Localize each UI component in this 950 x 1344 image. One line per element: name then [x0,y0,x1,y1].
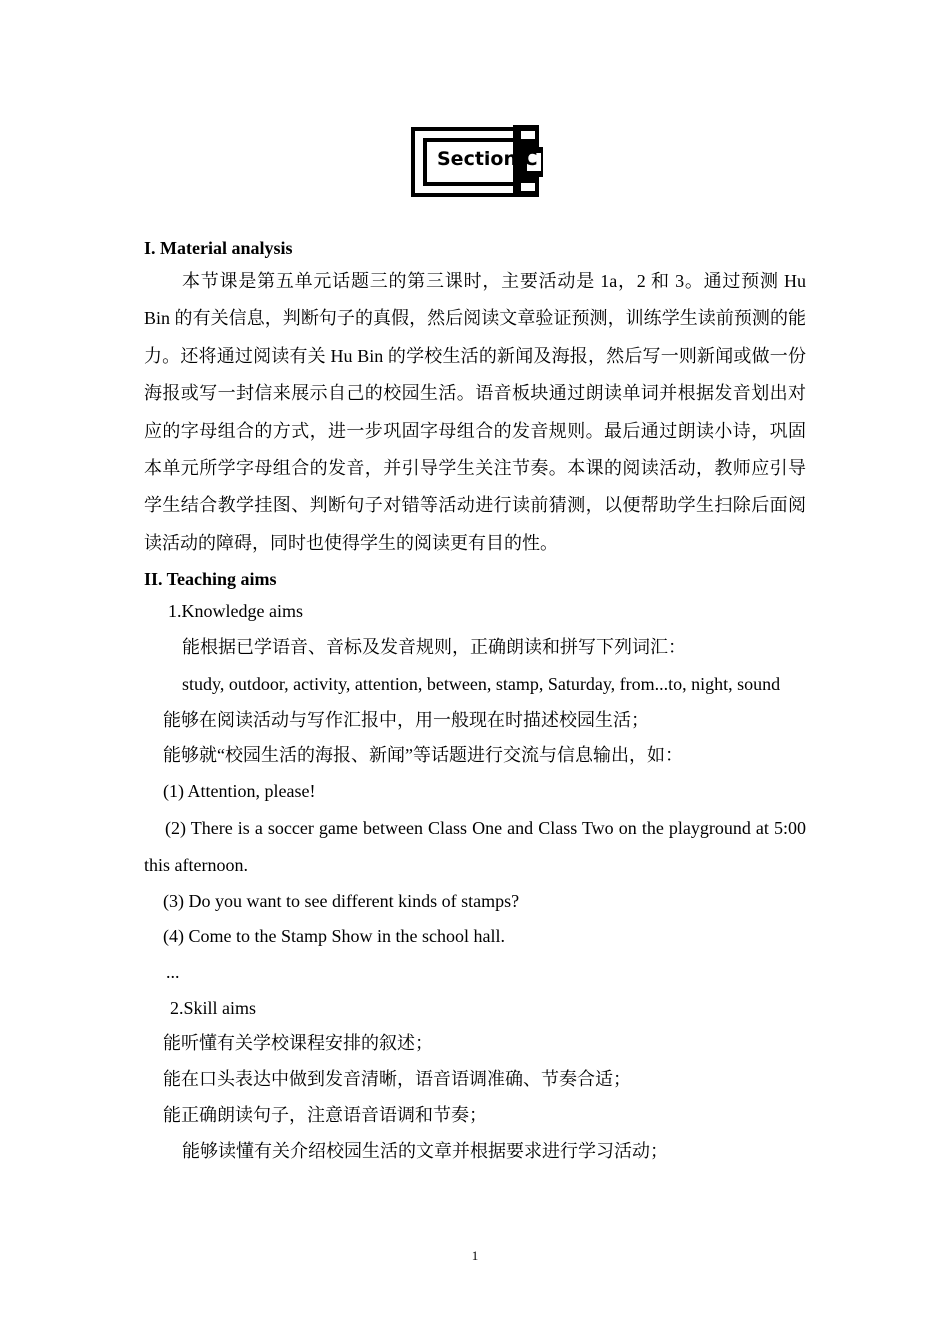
example-sentence-3: (3) Do you want to see different kinds of stamps? [163,890,520,911]
main-content [144,233,806,1169]
skill-aim-4: 能够读懂有关介绍校园生活的文章并根据要求进行学习活动； [182,1140,668,1161]
knowledge-aims-title: 1.Knowledge aims [168,601,303,622]
section-badge-label: Section C [437,148,538,170]
example-sentence-4: (4) Come to the Stamp Show in the school hall. [163,926,505,947]
section-badge [411,125,545,198]
aim-topic-exchange: 能够就“校园生活的海报、新闻”等话题进行交流与信息输出，如： [163,745,683,766]
skill-aims-title: 2.Skill aims [170,997,257,1018]
example-sentence-2: (2) There is a soccer game between Class One and Class Two on the playground at 5:00 this afternoon. [144,817,806,875]
skill-aim-2: 能在口头表达中做到发音清晰，语音语调准确、节奏合适； [163,1069,631,1090]
material-analysis-paragraph: 本节课是第五单元话题三的第三课时，主要活动是 1a，2 和 3。通过预测 Hu Bin 的有关信息，判断句子的真假，然后阅读文章验证预测，训练学生读前预测的能力。还将通过阅读有关 Hu Bin 的学校生活的新闻及海报，然后写一则新闻或做一份海报或写一封信来展示自己的校园生活。语音板块通过朗读单词并根据发音划出对应的字母组合的方式，进一步巩固字母组合的发音规则。最后通过朗读小诗，巩固本单元所学字母组合的发音，并引导学生关注节奏。本课的阅读活动，教师应引导学生结合教学挂图、判断句子对错等活动进行读前猜测，以便帮助学生扫除后面阅读活动的障碍，同时也使得学生的阅读更有目的性。 [144,271,806,553]
skill-aim-1: 能听懂有关学校课程安排的叙述； [163,1033,433,1054]
example-ellipsis: ... [166,962,180,983]
skill-aim-3: 能正确朗读句子，注意语音语调和节奏； [163,1104,487,1125]
heading-material-analysis: I. Material analysis [144,238,293,258]
vocabulary-list: study, outdoor, activity, attention, between, stamp, Saturday, from...to, night, sound [182,673,781,694]
heading-teaching-aims: II. Teaching aims [144,569,277,590]
example-sentence-1: (1) Attention, please! [163,781,316,801]
page-number: 1 [471,1248,479,1263]
aim-present-tense: 能够在阅读活动与写作汇报中，用一般现在时描述校园生活； [163,709,649,730]
knowledge-aims-intro: 能根据已学语音、音标及发音规则，正确朗读和拼写下列词汇： [182,636,686,657]
